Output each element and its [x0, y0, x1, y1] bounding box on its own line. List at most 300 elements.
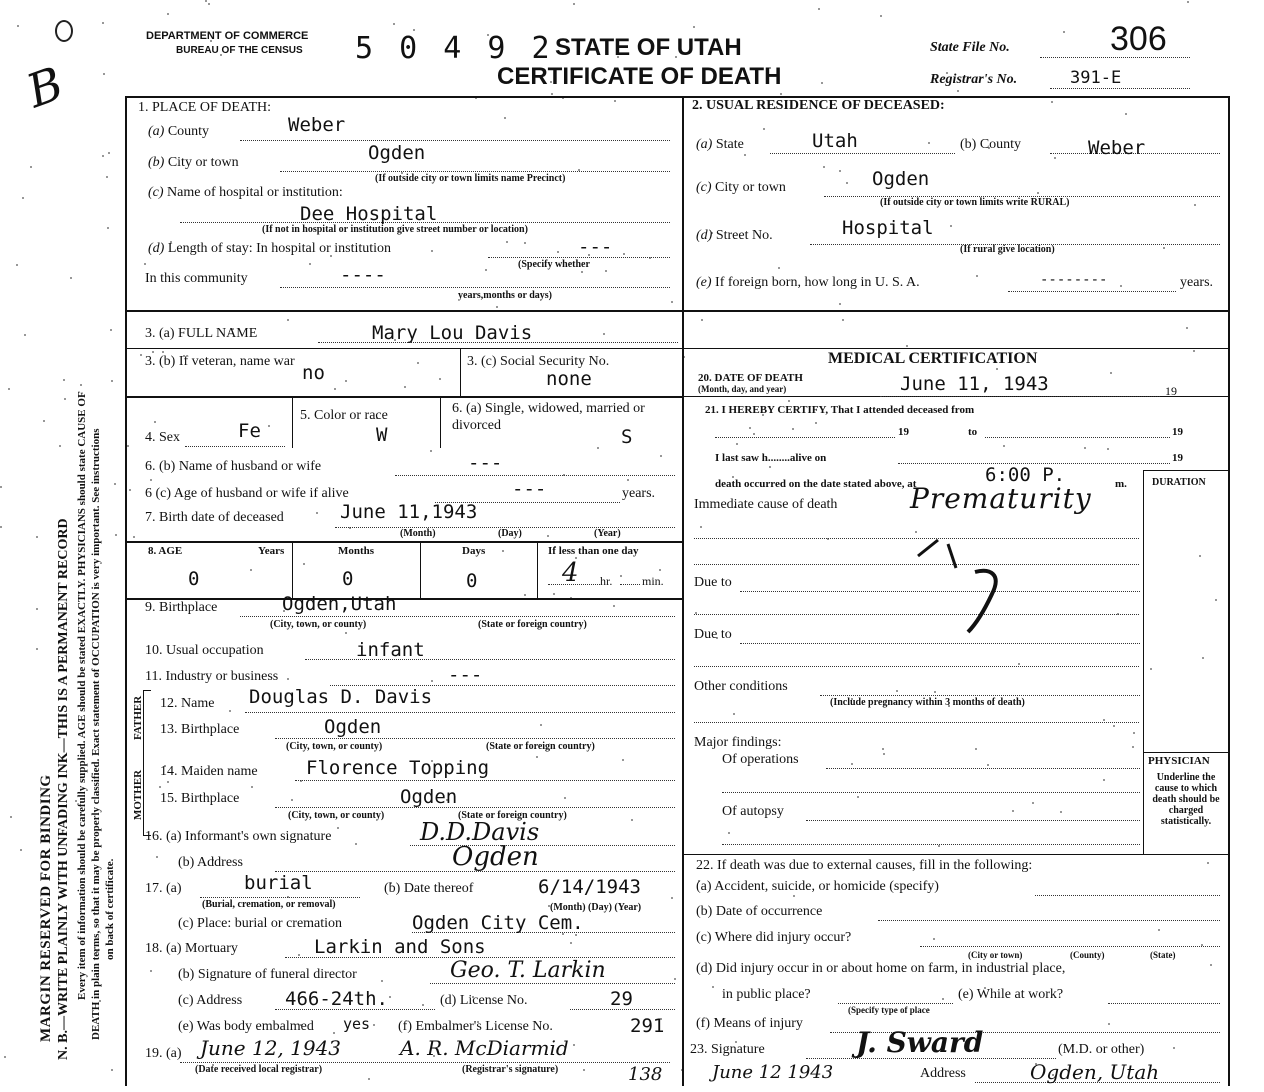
paper-speck [111, 380, 113, 382]
res-city-note: (If outside city or town limits write RURAL) [880, 197, 1070, 208]
margin-binding: MARGIN RESERVED FOR BINDING [38, 774, 54, 1042]
disposition-date-label: (b) Date thereof [384, 881, 474, 896]
paper-speck [102, 155, 104, 157]
director-label: (b) Signature of funeral director [178, 967, 357, 982]
paper-speck [846, 182, 848, 184]
county-note: (County) [1070, 950, 1105, 960]
paper-speck [896, 690, 898, 692]
paper-speck [1173, 1047, 1175, 1049]
paper-speck [1186, 327, 1188, 329]
paper-speck [504, 117, 506, 119]
paper-speck [524, 242, 526, 244]
paper-speck [291, 799, 293, 801]
paper-speck [700, 526, 702, 528]
paper-speck [64, 398, 66, 400]
paper-speck [1202, 657, 1204, 659]
stay-label: Length of stay: In hospital or institution [167, 241, 392, 256]
res-city-label: City or town [715, 180, 786, 195]
paper-speck [309, 263, 311, 265]
paper-speck [915, 531, 917, 533]
paper-speck [736, 443, 738, 445]
paper-speck [763, 128, 765, 130]
state-file-value: 306 [1110, 20, 1167, 58]
stay-value: --- [578, 236, 613, 258]
full-name: Mary Lou Davis [372, 322, 533, 344]
paper-speck [0, 486, 2, 488]
certify-to: to [968, 426, 978, 438]
paper-speck [506, 241, 508, 243]
embalmed-value: yes [343, 1015, 371, 1033]
specify-note: (Specify whether [518, 259, 590, 270]
birth-month-note: (Month) [400, 528, 436, 539]
paper-speck [496, 306, 498, 308]
hr-label: hr. [600, 574, 613, 588]
informant-sig-label: 16. (a) Informant's own signature [145, 829, 332, 844]
paper-speck [381, 980, 383, 982]
license-value: 29 [610, 988, 633, 1010]
paper-speck [1194, 204, 1196, 206]
paper-speck [613, 605, 615, 607]
paper-speck [581, 271, 583, 273]
license-label: (d) License No. [440, 993, 528, 1008]
industry-label: 11. Industry or business [145, 669, 279, 684]
of-operations: Of operations [722, 752, 799, 767]
paper-speck [102, 22, 104, 24]
paper-speck [583, 1069, 585, 1071]
paper-speck [749, 427, 751, 429]
paper-speck [1215, 599, 1217, 601]
paper-speck [1003, 445, 1005, 447]
state-title: STATE OF UTAH [555, 34, 742, 61]
birth-day-note: (Day) [498, 528, 522, 539]
paper-speck [502, 550, 504, 552]
paper-speck [1063, 31, 1065, 33]
certify-text: 21. I HEREBY CERTIFY, That I attended deceased from [705, 404, 975, 416]
paper-speck [4, 1056, 6, 1058]
res-city: Ogden [872, 168, 930, 190]
paper-speck [298, 954, 300, 956]
res-state: Utah [812, 130, 858, 152]
registrar-label: Registrar's No. [930, 72, 1018, 87]
place-of-death-title: 1. PLACE OF DEATH: [138, 100, 272, 115]
disposition-date-note: (Month) (Day) (Year) [550, 902, 642, 913]
paper-speck [553, 593, 555, 595]
paper-speck [1018, 663, 1020, 665]
paper-speck [110, 329, 112, 331]
paper-speck [701, 319, 703, 321]
paper-speck [156, 856, 158, 858]
paper-speck [839, 170, 841, 172]
occurrence-label: (b) Date of occurrence [696, 904, 823, 919]
paper-speck [404, 386, 406, 388]
paper-speck [938, 845, 940, 847]
paper-speck [208, 3, 210, 5]
duration-header: DURATION [1152, 477, 1206, 488]
spouse-value: --- [468, 452, 503, 474]
paper-speck [928, 142, 930, 144]
spouse-label: 6. (b) Name of husband or wife [145, 459, 322, 474]
paper-speck [1054, 157, 1056, 159]
margin-instructions-3: on back of certificate. [104, 858, 116, 960]
margin-permanent-record: N. B.—WRITE PLAINLY WITH UNFADING INK—THIS IS A PERMANENT RECORD [56, 518, 71, 1060]
embalmer-value: 291 [630, 1015, 665, 1037]
paper-speck [287, 678, 289, 680]
paper-speck [205, 0, 207, 2]
disposition-date: 6/14/1943 [538, 876, 641, 898]
paper-speck [129, 489, 131, 491]
spouse-age-value: --- [512, 478, 547, 500]
disposition-note: (Burial, cremation, or removal) [202, 899, 336, 910]
paper-speck [154, 421, 156, 423]
disposition-label: 17. (a) [145, 881, 182, 896]
paper-speck [857, 796, 859, 798]
paper-speck [671, 301, 673, 303]
paper-speck [1110, 372, 1112, 374]
paper-speck [287, 319, 289, 321]
paper-speck [957, 90, 959, 92]
paper-speck [693, 26, 695, 28]
paper-speck [1199, 555, 1201, 557]
father-tag: FATHER [132, 695, 144, 740]
top-border [125, 96, 1230, 98]
cause-scribble [910, 536, 1010, 646]
paper-speck [1158, 929, 1160, 931]
father-birth-note-city: (City, town, or county) [286, 741, 383, 752]
pregnancy-note: (Include pregnancy within 3 months of death) [830, 697, 1025, 708]
paper-speck [839, 303, 841, 305]
paper-speck [417, 362, 419, 364]
death-date-note: (Month, day, and year) [698, 384, 787, 394]
birth-label: 7. Birth date of deceased [145, 510, 284, 525]
paper-speck [744, 154, 746, 156]
death-date: June 11, 1943 [900, 373, 1049, 395]
color-label: 5. Color or race [300, 408, 388, 423]
due-to-1: Due to [694, 575, 732, 590]
embalmer-label: (f) Embalmer's License No. [398, 1019, 553, 1034]
mother-tag: MOTHER [132, 769, 144, 820]
paper-speck [150, 479, 152, 481]
birthplace-label: 9. Birthplace [145, 600, 218, 615]
paper-speck [976, 275, 978, 277]
father-birth-note-state: (State or foreign country) [486, 741, 595, 752]
physician-sig-date: June 12 1943 [712, 1062, 834, 1083]
color-value: W [376, 424, 388, 446]
city-note: (If outside city or town limits name Precinct) [375, 173, 566, 184]
paper-speck [1084, 447, 1086, 449]
paper-speck [108, 152, 110, 154]
paper-speck [631, 819, 633, 821]
paper-speck [0, 526, 2, 528]
physician-note: Underline the cause to which death should be charged statistically. [1152, 772, 1220, 827]
rural-note: (If rural give location) [960, 244, 1055, 255]
paper-speck [355, 843, 357, 845]
paper-speck [524, 594, 526, 596]
paper-speck [485, 269, 487, 271]
paper-speck [389, 996, 391, 998]
father-name: Douglas D. Davis [249, 686, 433, 708]
accident-label: (a) Accident, suicide, or homicide (specify) [696, 879, 939, 894]
paper-speck [107, 227, 109, 229]
birthplace-note-city: (City, town, or county) [270, 619, 367, 630]
paper-speck [20, 849, 22, 851]
paper-speck [614, 100, 616, 102]
paper-speck [431, 680, 433, 682]
margin-instructions-1: Every item of information should be carefully supplied. AGE should be stated EXACTLY. PHYSICIANS should state CAUSE OF [76, 391, 88, 1000]
paper-speck [150, 970, 152, 972]
paper-speck [540, 724, 542, 726]
specify-place-note: (Specify type of place [848, 1005, 930, 1015]
paper-speck [933, 938, 935, 940]
paper-speck [1113, 725, 1115, 727]
birth-year-note: (Year) [594, 528, 621, 539]
paper-speck [987, 764, 989, 766]
paper-speck [393, 23, 395, 25]
physician-sig-label: 23. Signature [690, 1042, 765, 1057]
birthplace-note-state: (State or foreign country) [478, 619, 587, 630]
paper-speck [1193, 350, 1195, 352]
occupation-value: infant [356, 639, 425, 661]
paper-speck [753, 433, 755, 435]
age-years-col: Years [258, 545, 285, 557]
father-name-label: 12. Name [160, 696, 215, 711]
paper-speck [80, 384, 82, 386]
paper-speck [24, 334, 26, 336]
occurred-text: death occurred on the date stated above, at [715, 478, 917, 490]
paper-speck [167, 13, 169, 15]
paper-speck [8, 388, 10, 390]
paper-speck [1150, 668, 1152, 670]
hospital-name: Dee Hospital [300, 203, 438, 225]
physician-address: Ogden, Utah [1030, 1060, 1160, 1084]
paper-speck [842, 319, 844, 321]
state-file-label: State File No. [930, 40, 1010, 55]
age-years: 0 [188, 568, 200, 590]
informant-address: Ogden [452, 842, 539, 872]
disposition-value: burial [244, 872, 313, 894]
death-time: 6:00 P. [985, 464, 1066, 486]
paper-speck [16, 264, 18, 266]
certify-19b: 19 [1172, 426, 1183, 438]
paper-speck [229, 710, 231, 712]
spouse-years: years. [622, 486, 656, 501]
paper-speck [1120, 285, 1122, 287]
res-county: Weber [1088, 137, 1146, 159]
paper-speck [573, 1044, 575, 1046]
paper-speck [975, 748, 977, 750]
paper-speck [1108, 1023, 1110, 1025]
paper-speck [823, 166, 825, 168]
received-date: June 12, 1943 [200, 1036, 342, 1060]
certify-19a: 19 [898, 426, 909, 438]
paper-speck [660, 455, 662, 457]
death-county: Weber [288, 114, 346, 136]
paper-speck [792, 428, 794, 430]
paper-speck [63, 379, 65, 381]
informant-address-label: (b) Address [178, 855, 243, 870]
paper-speck [996, 368, 998, 370]
paper-speck [818, 8, 820, 10]
paper-speck [17, 25, 19, 27]
veteran-value: no [302, 362, 325, 384]
physician-signature: J. Sward [856, 1026, 984, 1059]
address2-value: 466-24th. [285, 988, 388, 1010]
margin-instructions-2: DEATH in plain terms, so that it may be properly classified. Exact statement of OCCUPATION is very important. See instructions [90, 428, 102, 1040]
paper-speck [622, 759, 624, 761]
paper-speck [788, 400, 790, 402]
paper-speck [815, 422, 817, 424]
mortuary-value: Larkin and Sons [314, 936, 486, 958]
paper-speck [333, 1032, 335, 1034]
registrar-note: (Registrar's signature) [462, 1064, 559, 1075]
paper-speck [303, 563, 305, 565]
paper-speck [573, 3, 575, 5]
death-date-19: 19 [1165, 384, 1177, 398]
paper-speck [337, 827, 339, 829]
paper-speck [793, 895, 795, 897]
place-burial-value: Ogden City Cem. [412, 912, 584, 934]
paper-speck [430, 450, 432, 452]
paper-speck [1107, 448, 1109, 450]
marital-value: S [621, 426, 633, 448]
paper-speck [140, 354, 142, 356]
paper-speck [345, 632, 347, 634]
left-border [125, 96, 127, 1086]
paper-speck [334, 388, 336, 390]
paper-speck [1037, 192, 1039, 194]
paper-speck [906, 345, 908, 347]
paper-speck [942, 998, 944, 1000]
paper-speck [1187, 1, 1189, 3]
medical-title: MEDICAL CERTIFICATION [828, 350, 1038, 367]
paper-speck [1163, 247, 1165, 249]
paper-speck [103, 73, 105, 75]
paper-speck [1051, 101, 1053, 103]
paper-speck [597, 447, 599, 449]
paper-speck [111, 1069, 113, 1071]
foreign-label: If foreign born, how long in U. S. A. [715, 275, 920, 290]
department-title: DEPARTMENT OF COMMERCE [146, 30, 309, 42]
corner-circle [55, 20, 73, 42]
res-state-label: State [715, 137, 744, 152]
age-days: 0 [466, 570, 478, 592]
sex-label: 4. Sex [145, 430, 180, 445]
community-label: In this community [145, 271, 248, 286]
paper-speck [36, 648, 38, 650]
residence-title: 2. USUAL RESIDENCE OF DECEASED: [692, 98, 945, 113]
age-months-col: Months [338, 545, 375, 557]
section-divider [125, 310, 1230, 312]
paper-speck [36, 608, 38, 610]
father-birthplace: Ogden [324, 716, 382, 738]
paper-speck [133, 536, 135, 538]
mother-name-label: 14. Maiden name [160, 764, 258, 779]
mother-birthplace: Ogden [400, 786, 458, 808]
paper-speck [934, 691, 936, 693]
paper-speck [36, 536, 38, 538]
paper-speck [59, 445, 61, 447]
right-border [1228, 96, 1230, 1086]
age-hours: 4 [562, 558, 579, 588]
immediate-cause: Prematurity [910, 482, 1092, 515]
work-label: (e) While at work? [958, 987, 1064, 1002]
due-to-2: Due to [694, 627, 732, 642]
age-lessday-col: If less than one day [548, 545, 639, 557]
informant-signature: D.D.Davis [420, 818, 540, 846]
paper-speck [570, 942, 572, 944]
res-street-label: Street No. [715, 228, 773, 243]
other-conditions: Other conditions [694, 679, 788, 694]
birthplace-value: Ogden,Utah [282, 593, 397, 615]
center-divider [682, 96, 684, 1086]
paper-speck [1125, 113, 1127, 115]
paper-speck [536, 756, 538, 758]
paper-speck [603, 333, 605, 335]
paper-speck [114, 483, 116, 485]
paper-speck [883, 753, 885, 755]
major-findings: Major findings: [694, 735, 782, 750]
paper-speck [251, 786, 253, 788]
paper-speck [439, 378, 441, 380]
paper-speck [316, 512, 318, 514]
paper-speck [564, 797, 566, 799]
paper-speck [422, 1004, 424, 1006]
paper-speck [127, 445, 129, 447]
paper-speck [821, 82, 823, 84]
corner-mark: B [19, 55, 71, 119]
res-county-label: (b) County [960, 137, 1022, 152]
paper-speck [557, 251, 559, 253]
mother-birth-label: 15. Birthplace [160, 791, 240, 806]
death-time-m: m. [1115, 478, 1127, 490]
of-autopsy: Of autopsy [722, 804, 784, 819]
registrar-value: 391-E [1070, 68, 1122, 88]
paper-speck [22, 197, 24, 199]
md-label: (M.D. or other) [1058, 1042, 1145, 1057]
home-label: (d) Did injury occur in or about home on farm, in industrial place, [696, 961, 1066, 976]
physician-address-label: Address [920, 1066, 966, 1081]
paper-speck [268, 425, 270, 427]
age-months: 0 [342, 568, 354, 590]
received-note: (Date received local registrar) [195, 1064, 323, 1075]
mother-name: Florence Topping [306, 757, 490, 779]
received-label: 19. (a) [145, 1046, 182, 1061]
age-days-col: Days [462, 545, 486, 557]
paper-speck [851, 763, 853, 765]
paper-speck [115, 534, 117, 536]
hospital-label: Name of hospital or institution: [167, 185, 343, 200]
paper-speck [368, 1078, 370, 1080]
last-saw-text: I last saw h........alive on [715, 452, 827, 464]
paper-speck [373, 1024, 375, 1026]
paper-speck [1012, 810, 1014, 812]
death-date-label: 20. DATE OF DEATH [698, 372, 803, 384]
paper-speck [659, 569, 661, 571]
city-label: City or town [167, 155, 239, 170]
community-value: ---- [340, 264, 386, 286]
paper-speck [1207, 862, 1209, 864]
physician-title: PHYSICIAN [1148, 755, 1210, 767]
page-number: 138 [628, 1064, 663, 1085]
paper-speck [106, 176, 108, 178]
spouse-age-label: 6 (c) Age of husband or wife if alive [145, 486, 349, 501]
external-title: 22. If death was due to external causes, fill in the following: [696, 858, 1033, 873]
paper-speck [1060, 811, 1062, 813]
foreign-value: -------- [1040, 272, 1108, 288]
ymd-note: years,months or days) [458, 290, 552, 301]
paper-speck [30, 166, 32, 168]
paper-speck [728, 832, 730, 834]
stamp-number: 5 0 4 9 2 [355, 31, 554, 66]
